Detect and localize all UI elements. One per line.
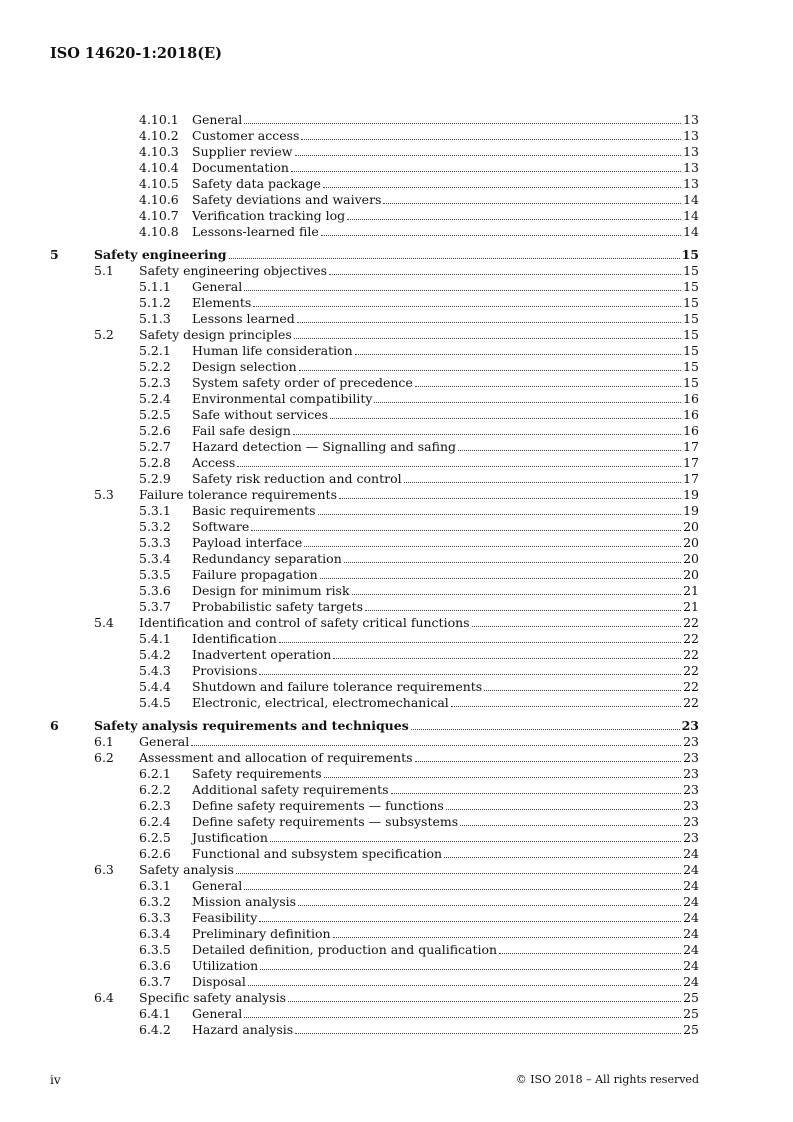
- toc-entry[interactable]: [50, 359, 699, 375]
- toc-entry[interactable]: [50, 798, 699, 814]
- toc-entry-number: 6.2.4: [139, 814, 171, 829]
- toc-entry-page[interactable]: 23: [683, 814, 699, 829]
- toc-entry[interactable]: [50, 487, 699, 503]
- toc-entry[interactable]: [50, 391, 699, 407]
- toc-entry[interactable]: [50, 375, 699, 391]
- dot-leader: [472, 615, 682, 627]
- toc-entry-title[interactable]: Define safety requirements — functions: [192, 798, 444, 813]
- toc-entry[interactable]: [50, 295, 699, 311]
- toc-entry-page[interactable]: 22: [683, 631, 699, 646]
- toc-entry-page[interactable]: 17: [683, 455, 699, 470]
- toc-entry[interactable]: [50, 224, 699, 240]
- toc-entry-number: 6.1: [94, 734, 114, 749]
- toc-entry-title[interactable]: Elements: [192, 295, 252, 310]
- toc-entry-title[interactable]: Software: [192, 519, 250, 534]
- toc-entry-title[interactable]: Provisions: [192, 663, 258, 678]
- toc-entry-page[interactable]: 14: [683, 224, 699, 239]
- toc-entry-page[interactable]: 14: [683, 192, 699, 207]
- toc-entry-page[interactable]: 15: [683, 263, 699, 278]
- toc-entry-number: 4.10.1: [139, 112, 179, 127]
- dot-leader: [499, 942, 681, 954]
- toc-entry-title[interactable]: Define safety requirements — subsystems: [192, 814, 459, 829]
- dot-leader: [329, 263, 681, 275]
- toc-entry-number: 4.10.8: [139, 224, 179, 239]
- toc-entry-title[interactable]: Probabilistic safety targets: [192, 599, 364, 614]
- document-id: ISO 14620-1:2018(E): [50, 45, 222, 62]
- toc-entry-title[interactable]: Documentation: [192, 160, 289, 175]
- toc-entry[interactable]: [50, 894, 699, 910]
- toc-entry[interactable]: [50, 503, 699, 519]
- toc-entry-page[interactable]: 20: [683, 519, 699, 534]
- toc-entry-title[interactable]: Hazard detection — Signalling and safing: [192, 439, 457, 454]
- toc-entry-number: 5.2.2: [139, 359, 171, 374]
- toc-entry-number: 5.4.5: [139, 695, 171, 710]
- toc-entry-page[interactable]: 15: [683, 359, 699, 374]
- toc-entry-number: 5.2.8: [139, 455, 171, 470]
- toc-entry[interactable]: [50, 112, 699, 128]
- toc-entry-number: 5.1: [94, 263, 114, 278]
- toc-entry[interactable]: [50, 615, 699, 631]
- toc-entry-number: 5.3.4: [139, 551, 171, 566]
- toc-entry-title[interactable]: Redundancy separation: [192, 551, 342, 566]
- dot-leader: [279, 631, 681, 643]
- toc-entry-title[interactable]: Payload interface: [192, 535, 303, 550]
- dot-leader: [298, 894, 681, 906]
- toc-entry-page[interactable]: 24: [683, 894, 699, 909]
- toc-entry-title[interactable]: Feasibility: [192, 910, 258, 925]
- toc-entry-title[interactable]: Failure propagation: [192, 567, 318, 582]
- toc-entry[interactable]: [50, 192, 699, 208]
- toc-entry[interactable]: [50, 279, 699, 295]
- toc-entry-title[interactable]: System safety order of precedence: [192, 375, 413, 390]
- toc-entry-page[interactable]: 22: [683, 695, 699, 710]
- toc-entry-page[interactable]: 20: [683, 551, 699, 566]
- dot-leader: [415, 750, 682, 762]
- toc-entry[interactable]: [50, 263, 699, 279]
- toc-entry-page[interactable]: 24: [683, 926, 699, 941]
- toc-entry-page[interactable]: 24: [683, 942, 699, 957]
- toc-entry-page[interactable]: 24: [683, 846, 699, 861]
- toc-entry-number: 6.2.1: [139, 766, 171, 781]
- toc-entry-title[interactable]: Environmental compatibility: [192, 391, 373, 406]
- toc-entry[interactable]: [50, 631, 699, 647]
- dot-leader: [320, 567, 681, 579]
- toc-entry-page[interactable]: 24: [683, 862, 699, 877]
- dot-leader: [460, 814, 681, 826]
- toc-entry[interactable]: [50, 958, 699, 974]
- toc-entry-page[interactable]: 20: [683, 535, 699, 550]
- toc-entry-page[interactable]: 25: [683, 1022, 699, 1037]
- toc-entry-title[interactable]: Safety requirements: [192, 766, 322, 781]
- toc-entry-title[interactable]: Safe without services: [192, 407, 329, 422]
- toc-entry[interactable]: [50, 1022, 699, 1038]
- dot-leader: [347, 208, 681, 220]
- toc-entry-page[interactable]: 15: [683, 311, 699, 326]
- toc-entry-title[interactable]: Shutdown and failure tolerance requirements: [192, 679, 483, 694]
- toc-entry-number: 5.1.3: [139, 311, 171, 326]
- toc-entry-number: 5.2.3: [139, 375, 171, 390]
- toc-entry-page[interactable]: 22: [683, 679, 699, 694]
- dot-leader: [324, 766, 681, 778]
- dot-leader: [365, 599, 681, 611]
- toc-entry[interactable]: [50, 663, 699, 679]
- dot-leader: [301, 128, 681, 140]
- toc-entry[interactable]: [50, 343, 699, 359]
- toc-entry[interactable]: [50, 679, 699, 695]
- toc-entry-number: 6.3.6: [139, 958, 171, 973]
- dot-leader: [244, 279, 681, 291]
- toc-entry[interactable]: [50, 766, 699, 782]
- toc-entry-page[interactable]: 15: [681, 247, 699, 262]
- toc-entry-title[interactable]: Additional safety requirements: [192, 782, 389, 797]
- dot-leader: [299, 359, 681, 371]
- dot-leader: [294, 327, 681, 339]
- toc-entry-number: 5.2.1: [139, 343, 171, 358]
- toc-entry[interactable]: [50, 439, 699, 455]
- toc-entry-title[interactable]: Verification tracking log: [192, 208, 346, 223]
- dot-leader: [339, 487, 681, 499]
- toc-entry-title[interactable]: Design selection: [192, 359, 297, 374]
- dot-leader: [291, 160, 681, 172]
- dot-leader: [415, 375, 681, 387]
- toc-entry[interactable]: [50, 1006, 699, 1022]
- toc-entry-number: 5.3.3: [139, 535, 171, 550]
- dot-leader: [333, 926, 682, 938]
- toc-entry-title[interactable]: Customer access: [192, 128, 300, 143]
- toc-entry[interactable]: [50, 846, 699, 862]
- toc-entry-title[interactable]: Safety design principles: [139, 327, 292, 342]
- toc-entry[interactable]: [50, 647, 699, 663]
- toc-entry-page[interactable]: 23: [683, 782, 699, 797]
- toc-entry-number: 5.3.5: [139, 567, 171, 582]
- toc-entry-number: 5.4: [94, 615, 114, 630]
- dot-leader: [293, 423, 681, 435]
- toc-entry-number: 5.3.1: [139, 503, 171, 518]
- toc-entry[interactable]: [50, 942, 699, 958]
- toc-entry-title[interactable]: Functional and subsystem specification: [192, 846, 443, 861]
- toc-entry-number: 5.3.7: [139, 599, 171, 614]
- toc-entry-page[interactable]: 17: [683, 471, 699, 486]
- toc-entry-page[interactable]: 23: [683, 830, 699, 845]
- toc-entry-page[interactable]: 21: [683, 599, 699, 614]
- toc-entry-page[interactable]: 22: [683, 615, 699, 630]
- toc-entry[interactable]: [50, 583, 699, 599]
- dot-leader: [484, 679, 681, 691]
- toc-entry-title[interactable]: Safety risk reduction and control: [192, 471, 402, 486]
- toc-entry-title[interactable]: Identification: [192, 631, 277, 646]
- toc-entry-title[interactable]: Lessons learned: [192, 311, 295, 326]
- toc-entry-page[interactable]: 13: [683, 144, 699, 159]
- dot-leader: [451, 695, 681, 707]
- toc-entry[interactable]: [50, 718, 699, 734]
- dot-leader: [244, 1006, 681, 1018]
- dot-leader: [237, 455, 681, 467]
- toc-entry-title[interactable]: Failure tolerance requirements: [139, 487, 337, 502]
- toc-entry-page[interactable]: 16: [683, 407, 699, 422]
- toc-entry-number: 5.2.9: [139, 471, 171, 486]
- toc-entry-number: 5: [50, 247, 59, 262]
- toc-entry-title[interactable]: Hazard analysis: [192, 1022, 294, 1037]
- toc-entry-title[interactable]: General: [192, 112, 243, 127]
- dot-leader: [297, 311, 681, 323]
- toc-entry[interactable]: [50, 862, 699, 878]
- dot-leader: [446, 798, 681, 810]
- dot-leader: [304, 535, 681, 547]
- toc-entry-number: 4.10.7: [139, 208, 179, 223]
- toc-entry-page[interactable]: 13: [683, 128, 699, 143]
- toc-entry-title[interactable]: Lessons-learned file: [192, 224, 319, 239]
- toc-entry-page[interactable]: 15: [683, 295, 699, 310]
- toc-entry-title[interactable]: General: [139, 734, 190, 749]
- toc-entry-page[interactable]: 15: [683, 375, 699, 390]
- dot-leader: [259, 910, 681, 922]
- dot-leader: [321, 224, 681, 236]
- dot-leader: [295, 144, 682, 156]
- toc-entry-number: 6.2: [94, 750, 114, 765]
- toc-entry-number: 6: [50, 718, 59, 733]
- toc-entry-page[interactable]: 19: [683, 503, 699, 518]
- toc-entry-number: 5.3.6: [139, 583, 171, 598]
- toc-entry[interactable]: [50, 176, 699, 192]
- dot-leader: [355, 343, 681, 355]
- dot-leader: [251, 519, 681, 531]
- dot-leader: [260, 958, 681, 970]
- toc-entry-number: 5.4.2: [139, 647, 171, 662]
- toc-entry-number: 5.2.6: [139, 423, 171, 438]
- toc-entry-title[interactable]: Preliminary definition: [192, 926, 331, 941]
- toc-entry-number: 5.3: [94, 487, 114, 502]
- toc-entry-page[interactable]: 22: [683, 663, 699, 678]
- dot-leader: [323, 176, 681, 188]
- dot-leader: [259, 663, 681, 675]
- dot-leader: [404, 471, 681, 483]
- toc-entry-title[interactable]: Inadvertent operation: [192, 647, 332, 662]
- toc-entry-title[interactable]: Supplier review: [192, 144, 293, 159]
- toc-entry-number: 6.2.5: [139, 830, 171, 845]
- toc-entry-page[interactable]: 15: [683, 279, 699, 294]
- dot-leader: [411, 718, 680, 730]
- toc-entry-number: 6.2.6: [139, 846, 171, 861]
- toc-entry-number: 6.3.1: [139, 878, 171, 893]
- toc-entry-page[interactable]: 15: [683, 343, 699, 358]
- toc-entry-number: 4.10.3: [139, 144, 179, 159]
- dot-leader: [244, 112, 681, 124]
- toc-entry-number: 4.10.2: [139, 128, 179, 143]
- toc-entry-page[interactable]: 15: [683, 327, 699, 342]
- toc-entry[interactable]: [50, 567, 699, 583]
- toc-entry-number: 6.3: [94, 862, 114, 877]
- toc-entry[interactable]: [50, 407, 699, 423]
- toc-entry-title[interactable]: Safety engineering objectives: [139, 263, 328, 278]
- toc-entry-title[interactable]: Safety deviations and waivers: [192, 192, 382, 207]
- toc-entry-number: 6.2.2: [139, 782, 171, 797]
- dot-leader: [244, 878, 681, 890]
- toc-entry[interactable]: [50, 878, 699, 894]
- toc-entry-page[interactable]: 24: [683, 974, 699, 989]
- toc-entry[interactable]: [50, 423, 699, 439]
- toc-entry-title[interactable]: Mission analysis: [192, 894, 297, 909]
- toc-entry[interactable]: [50, 830, 699, 846]
- toc-entry[interactable]: [50, 695, 699, 711]
- toc-entry-title[interactable]: Justification: [192, 830, 268, 845]
- toc-entry-title[interactable]: Safety analysis: [139, 862, 234, 877]
- toc-entry-page[interactable]: 20: [683, 567, 699, 582]
- toc-entry-number: 5.4.1: [139, 631, 171, 646]
- toc-entry[interactable]: [50, 519, 699, 535]
- toc-entry[interactable]: [50, 990, 699, 1006]
- toc-entry-page[interactable]: 25: [683, 1006, 699, 1021]
- toc-entry-page[interactable]: 13: [683, 176, 699, 191]
- toc-entry-title[interactable]: Specific safety analysis: [139, 990, 287, 1005]
- toc-entry-title[interactable]: Human life consideration: [192, 343, 353, 358]
- dot-leader: [391, 782, 682, 794]
- toc-entry-number: 5.4.3: [139, 663, 171, 678]
- toc-entry[interactable]: [50, 208, 699, 224]
- dot-leader: [444, 846, 681, 858]
- toc-entry-page[interactable]: 23: [683, 734, 699, 749]
- toc-entry-number: 5.1.1: [139, 279, 171, 294]
- toc-entry-page[interactable]: 19: [683, 487, 699, 502]
- toc-entry[interactable]: [50, 144, 699, 160]
- toc-entry-title[interactable]: General: [192, 1006, 243, 1021]
- toc-entry-number: 5.2.5: [139, 407, 171, 422]
- toc-entry-number: 4.10.6: [139, 192, 179, 207]
- toc-entry[interactable]: [50, 814, 699, 830]
- toc-entry-number: 5.2.4: [139, 391, 171, 406]
- toc-entry[interactable]: [50, 734, 699, 750]
- toc-entry-page[interactable]: 23: [683, 766, 699, 781]
- toc-entry[interactable]: [50, 926, 699, 942]
- toc-entry[interactable]: [50, 247, 699, 263]
- dot-leader: [344, 551, 681, 563]
- toc-entry-page[interactable]: 14: [683, 208, 699, 223]
- toc-entry-number: 6.4.2: [139, 1022, 171, 1037]
- toc-entry-title[interactable]: Detailed definition, production and qualification: [192, 942, 498, 957]
- dot-leader: [333, 647, 681, 659]
- toc-entry-page[interactable]: 25: [683, 990, 699, 1005]
- dot-leader: [352, 583, 682, 595]
- toc-entry-page[interactable]: 23: [683, 750, 699, 765]
- toc-entry-page[interactable]: 22: [683, 647, 699, 662]
- toc-entry[interactable]: [50, 910, 699, 926]
- toc-entry-page[interactable]: 16: [683, 391, 699, 406]
- dot-leader: [191, 734, 681, 746]
- toc-entry-title[interactable]: Access: [192, 455, 236, 470]
- toc-entry[interactable]: [50, 327, 699, 343]
- toc-entry-page[interactable]: 23: [681, 718, 699, 733]
- toc-entry-title[interactable]: Safety engineering: [94, 247, 227, 262]
- toc-entry[interactable]: [50, 782, 699, 798]
- toc-entry[interactable]: [50, 471, 699, 487]
- page-number: iv: [50, 1073, 61, 1087]
- toc-entry-title[interactable]: General: [192, 878, 243, 893]
- toc-entry-number: 5.2: [94, 327, 114, 342]
- toc-entry-number: 5.4.4: [139, 679, 171, 694]
- toc-entry-page[interactable]: 17: [683, 439, 699, 454]
- toc-entry[interactable]: [50, 551, 699, 567]
- toc-entry-number: 6.3.5: [139, 942, 171, 957]
- dot-leader: [318, 503, 682, 515]
- toc-entry-title[interactable]: Safety data package: [192, 176, 321, 191]
- toc-entry[interactable]: [50, 974, 699, 990]
- toc-entry-title[interactable]: Assessment and allocation of requirements: [139, 750, 413, 765]
- dot-leader: [458, 439, 681, 451]
- dot-leader: [248, 974, 681, 986]
- toc-entry-number: 4.10.5: [139, 176, 179, 191]
- toc-entry-title[interactable]: General: [192, 279, 243, 294]
- dot-leader: [383, 192, 681, 204]
- toc-entry-page[interactable]: 24: [683, 910, 699, 925]
- table-of-contents: [50, 112, 699, 1038]
- dot-leader: [270, 830, 681, 842]
- toc-entry-number: 5.3.2: [139, 519, 171, 534]
- toc-entry[interactable]: [50, 535, 699, 551]
- toc-entry-number: 4.10.4: [139, 160, 179, 175]
- toc-entry-title[interactable]: Identification and control of safety critical functions: [139, 615, 470, 630]
- toc-entry-number: 5.1.2: [139, 295, 171, 310]
- toc-entry-page[interactable]: 21: [683, 583, 699, 598]
- toc-entry-title[interactable]: Basic requirements: [192, 503, 316, 518]
- toc-entry-number: 6.3.3: [139, 910, 171, 925]
- dot-leader: [229, 247, 680, 259]
- toc-entry[interactable]: [50, 599, 699, 615]
- toc-entry[interactable]: [50, 160, 699, 176]
- dot-leader: [295, 1022, 681, 1034]
- toc-entry-page[interactable]: 23: [683, 798, 699, 813]
- dot-leader: [288, 990, 681, 1002]
- toc-entry-page[interactable]: 13: [683, 112, 699, 127]
- toc-entry-title[interactable]: Fail safe design: [192, 423, 291, 438]
- toc-entry[interactable]: [50, 455, 699, 471]
- toc-entry-title[interactable]: Utilization: [192, 958, 259, 973]
- toc-entry-number: 5.2.7: [139, 439, 171, 454]
- toc-entry-number: 6.2.3: [139, 798, 171, 813]
- dot-leader: [253, 295, 681, 307]
- toc-entry[interactable]: [50, 311, 699, 327]
- dot-leader: [330, 407, 681, 419]
- toc-entry-number: 6.3.2: [139, 894, 171, 909]
- toc-entry-title[interactable]: Design for minimum risk: [192, 583, 350, 598]
- toc-entry[interactable]: [50, 128, 699, 144]
- toc-entry-page[interactable]: 16: [683, 423, 699, 438]
- dot-leader: [374, 391, 681, 403]
- toc-entry-number: 6.4: [94, 990, 114, 1005]
- toc-entry-title[interactable]: Safety analysis requirements and techniques: [94, 718, 409, 733]
- dot-leader: [236, 862, 681, 874]
- toc-entry-page[interactable]: 24: [683, 958, 699, 973]
- copyright-notice: © ISO 2018 – All rights reserved: [515, 1073, 699, 1086]
- toc-entry[interactable]: [50, 750, 699, 766]
- toc-entry-number: 6.4.1: [139, 1006, 171, 1021]
- toc-entry-page[interactable]: 24: [683, 878, 699, 893]
- toc-entry-title[interactable]: Disposal: [192, 974, 246, 989]
- toc-entry-page[interactable]: 13: [683, 160, 699, 175]
- toc-entry-number: 6.3.4: [139, 926, 171, 941]
- toc-entry-number: 6.3.7: [139, 974, 171, 989]
- toc-entry-title[interactable]: Electronic, electrical, electromechanical: [192, 695, 449, 710]
